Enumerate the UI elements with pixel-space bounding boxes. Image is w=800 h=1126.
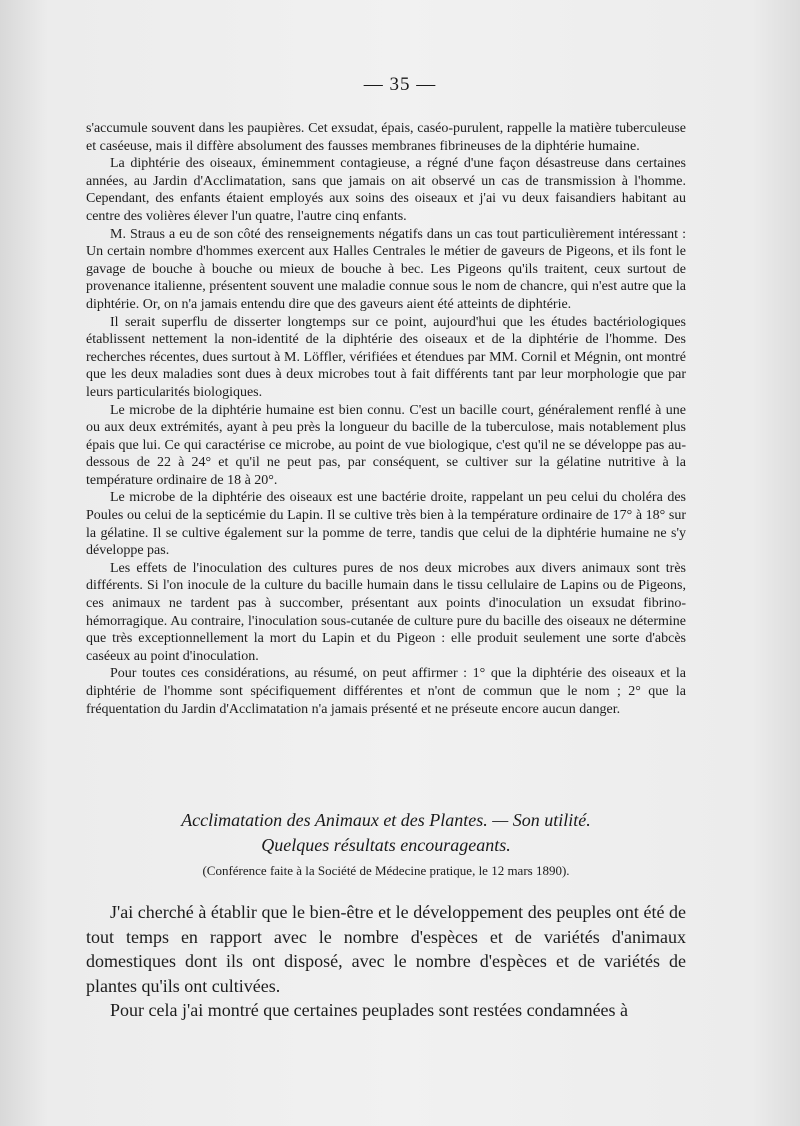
section-title: [86, 808, 686, 858]
section-subtitle-line: Quelques résultats encourageants.: [261, 835, 511, 855]
conference-note: (Conférence faite à la Société de Médecine pratique, le 12 mars 1890).: [202, 863, 570, 878]
paragraph: s'accumule souvent dans les paupières. Cet exsudat, épais, caséo-purulent, rappelle la matière tuberculeuse et caséeuse, mais il diffère absolument des fausses membranes fibrineuses de la diphtérie humaine.: [86, 121, 686, 154]
main-text: [86, 120, 686, 718]
page-number: — 35 —: [363, 74, 437, 95]
paragraph: Les effets de l'inoculation des cultures pures de nos deux microbes aux divers animaux sont très différents. Si l'on inocule de la culture du bacille humain dans le tissu cellulaire de Lapins ou de Pigeons, ces animaux ne tardent pas à succomber, présentant aux points d'inoculation un exsudat fibrino-hémorragique. Au contraire, l'inoculation sous-cutanée de culture pure du bacille des oiseaux ne détermine que très exceptionnellement la mort du Lapin et du Pigeon : elle produit seulement une sorte d'abcès caséeux au point d'inoculation.: [86, 560, 686, 664]
paragraph: Il serait superflu de disserter longtemps sur ce point, aujourd'hui que les études bactériologiques établissent nettement la non-identité de la diphtérie des oiseaux et de la diphtérie de l'homme. Des recherches récentes, dues surtout à M. Löffler, vérifiées et étendues par MM. Cornil et Mégnin, ont montré que les deux maladies sont dues à deux microbes tout à fait différents tant par leur morphologie que par leurs particularités biologiques.: [86, 314, 686, 400]
lecture-text: [86, 900, 686, 1023]
paragraph: Le microbe de la diphtérie humaine est bien connu. C'est un bacille court, généralement renflé à une ou aux deux extrémités, ayant à peu près la longueur du bacille de la tuberculose, mais notablement plus épais que lui. Ce qui caractérise ce microbe, au point de vue biologique, c'est qu'il ne se développe pas au-dessous de 22 à 24° et qu'il ne peut pas, par conséquent, se cultiver sur la gélatine nutritive à la température ordinaire de 18 à 20°.: [86, 402, 686, 488]
section-title-line: Acclimatation des Animaux et des Plantes. — Son utilité.: [181, 810, 591, 830]
paragraph: Pour toutes ces considérations, au résumé, on peut affirmer : 1° que la diphtérie des oiseaux et la diphtérie de l'homme sont spécifiquement différentes et n'ont de commun que le nom ; 2° que la fréquentation du Jardin d'Acclimatation n'a jamais présenté et ne préseute encore aucun danger.: [86, 666, 686, 717]
paragraph: Pour cela j'ai montré que certaines peuplades sont restées condamnées à: [110, 1000, 629, 1020]
paragraph: M. Straus a eu de son côté des renseignements négatifs dans un cas tout particulièrement intéressant : Un certain nombre d'hommes exercent aux Halles Centrales le métier de gaveurs de Pigeons, et ils font le gavage de bouche à bouche ou mieux de bouche à bec. Les Pigeons qu'ils traitent, ceux surtout de provenance italienne, présentent souvent une maladie connue sous le nom de chancre, qui n'est autre que la diphtérie. Or, on n'a jamais entendu dire que des gaveurs aient été atteints de diphtérie.: [86, 226, 686, 312]
paragraph: J'ai cherché à établir que le bien-être et le développement des peuples ont été de tout temps en rapport avec le nombre d'espèces et de variétés d'animaux domestiques dont ils ont disposé, avec le nombre d'espèces et de variétés de plantes qu'ils ont cultivées.: [86, 902, 686, 996]
paragraph: La diphtérie des oiseaux, éminemment contagieuse, a régné d'une façon désastreuse dans certaines années, au Jardin d'Acclimatation, sans que jamais on ait observé un cas de transmission à l'homme. Cependant, des enfants étaient employés aux soins des oiseaux et j'ai vu deux faisandiers habitant au centre des volières élever l'un quatre, l'autre cinq enfants.: [86, 156, 686, 224]
paragraph: Le microbe de la diphtérie des oiseaux est une bactérie droite, rappelant un peu celui du choléra des Poules ou celui de la septicémie du Lapin. Il se cultive très bien à la température ordinaire de 17° à 18° sur la gélatine. Il se cultive également sur la pomme de terre, tandis que celui de la diphtérie humaine ne s'y développe pas.: [86, 490, 686, 559]
